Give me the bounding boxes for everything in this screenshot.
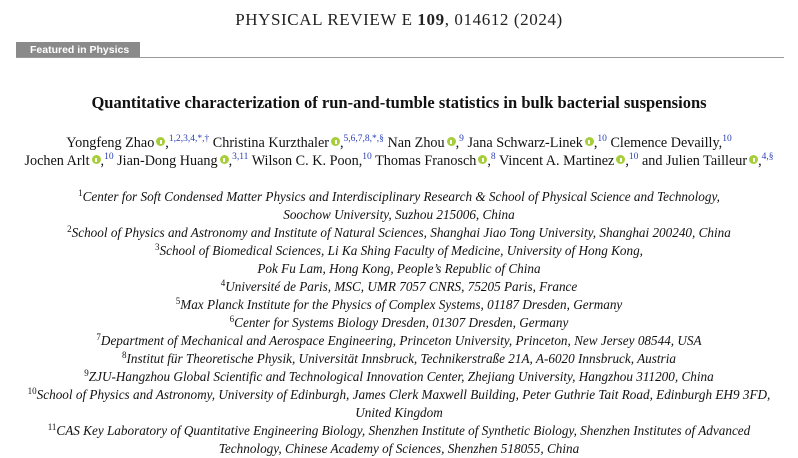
orcid-icon[interactable] (585, 137, 594, 146)
featured-in-physics-badge[interactable]: Featured in Physics (16, 42, 140, 58)
orcid-icon[interactable] (92, 155, 101, 164)
affiliation-text: Max Planck Institute for the Physics of Complex Systems, 01187 Dresden, Germany (180, 297, 623, 312)
affiliation-marker[interactable]: 10 (362, 152, 372, 162)
affiliation-text: School of Biomedical Sciences, Li Ka Shing Faculty of Medicine, University of Hong Kong, (159, 243, 643, 258)
affiliation-text: Center for Soft Condensed Matter Physics and Interdisciplinary Research & School of Physical Science and Technology, (82, 189, 720, 204)
journal-citation (0, 10, 798, 30)
affiliation-text: CAS Key Laboratory of Quantitative Engineering Biology, Shenzhen Institute of Synthetic Biology, Shenzhen Institutes of Advanced (56, 423, 751, 438)
author: Jochen Arlt ,$^{10}$ (24, 152, 114, 169)
orcid-icon[interactable] (156, 137, 165, 146)
author: Jian-Dong Huang ,$^{3,11}$ (117, 152, 249, 169)
journal-article-number: , 014612 (2024) (444, 10, 563, 29)
author-name[interactable]: Jian-Dong Huang (117, 153, 218, 169)
author: Christina Kurzthaler ,$^{5,6,7,8,*,\S}$ (212, 134, 384, 151)
affiliation-list (10, 188, 788, 458)
affiliation-entry (10, 368, 788, 386)
author-name[interactable]: Thomas Franosch (375, 153, 477, 169)
journal-volume: 109 (417, 10, 445, 29)
author-name[interactable]: Nan Zhou (387, 135, 445, 151)
affiliation-number: 9 (84, 368, 89, 378)
author: Jana Schwarz-Linek ,$^{10}$ (467, 134, 607, 151)
author: Nan Zhou ,$^9$ (387, 134, 464, 151)
affiliation-entry (10, 332, 788, 350)
affiliation-number: 2 (67, 224, 72, 234)
affiliation-marker[interactable]: 8 (490, 152, 496, 162)
author-name[interactable]: Julien Tailleur (665, 153, 748, 169)
author-list (20, 134, 778, 170)
affiliation-text: School of Physics and Astronomy and Institute of Natural Sciences, Shanghai Jiao Tong University, Shanghai 200240, China (71, 225, 731, 240)
affiliation-number: 6 (229, 314, 235, 324)
author: Wilson C. K. Poon,$^{10}$ (251, 152, 372, 169)
affiliation-marker[interactable]: 10 (597, 134, 607, 144)
orcid-icon[interactable] (331, 137, 340, 146)
orcid-icon[interactable] (749, 155, 758, 164)
author: Thomas Franosch ,$^8$ (375, 152, 496, 169)
author-name[interactable]: Wilson C. K. Poon (251, 153, 359, 169)
author-name[interactable]: Clemence Devailly (610, 135, 719, 151)
affiliation-entry (10, 278, 788, 296)
affiliation-entry (10, 188, 788, 224)
author: Clemence Devailly,$^{10}$ (610, 134, 732, 151)
author-name[interactable]: Yongfeng Zhao (66, 135, 155, 151)
affiliation-entry (10, 314, 788, 332)
affiliation-marker[interactable]: 5,6,7,8,*,§ (343, 134, 384, 144)
affiliation-text-continued: Soochow University, Suzhou 215006, China (283, 207, 515, 222)
affiliation-entry (10, 224, 788, 242)
author: Julien Tailleur ,$^{4,\S}$ (665, 152, 774, 169)
affiliation-number: 8 (122, 350, 127, 360)
affiliation-number: 10 (27, 386, 37, 396)
author-name[interactable]: Vincent A. Martinez (498, 153, 615, 169)
affiliation-entry (10, 350, 788, 368)
affiliation-number: 3 (155, 242, 160, 252)
paper-title: Quantitative characterization of run-and-tumble statistics in bulk bacterial suspensions (91, 93, 707, 112)
author-name[interactable]: Christina Kurzthaler (212, 135, 329, 151)
author-conjunction: and (641, 153, 666, 169)
affiliation-marker[interactable]: 10 (628, 152, 639, 162)
affiliation-entry (10, 422, 788, 458)
affiliation-text: Center for Systems Biology Dresden, 01307 Dresden, Germany (234, 315, 569, 330)
affiliation-marker[interactable]: 4,§ (761, 152, 774, 162)
affiliation-number: 1 (78, 188, 83, 198)
affiliation-text: Institut für Theoretische Physik, Universität Innsbruck, Technikerstraße 21A, A-6020 Innsbruck, Austria (126, 351, 676, 366)
affiliation-text: Université de Paris, MSC, UMR 7057 CNRS, 75205 Paris, France (225, 279, 578, 294)
author: Yongfeng Zhao ,$^{1,2,3,4,*,\dagger}$ (66, 134, 210, 151)
journal-name: PHYSICAL REVIEW E (235, 10, 413, 29)
featured-divider (16, 57, 784, 58)
author-name[interactable]: Jochen Arlt (24, 153, 90, 169)
affiliation-text: ZJU-Hangzhou Global Scientific and Technological Innovation Center, Zhejiang University, Hangzhou 311200, China (88, 369, 714, 384)
affiliation-text: School of Physics and Astronomy, University of Edinburgh, James Clerk Maxwell Building, Peter Guthrie Tait Road, Edinburgh EH9 3FD, (36, 387, 771, 402)
affiliation-entry (10, 386, 788, 422)
affiliation-marker[interactable]: 1,2,3,4,*,† (168, 134, 210, 144)
orcid-icon[interactable] (478, 155, 487, 164)
affiliation-number: 5 (175, 296, 181, 306)
orcid-icon[interactable] (447, 137, 456, 146)
affiliation-marker[interactable]: 9 (459, 134, 464, 144)
affiliation-text: Department of Mechanical and Aerospace Engineering, Princeton University, Princeton, New Jersey 08544, USA (100, 333, 702, 348)
affiliation-entry (10, 242, 788, 278)
author-name[interactable]: Jana Schwarz-Linek (467, 135, 583, 151)
affiliation-text-continued: United Kingdom (355, 405, 443, 420)
affiliation-number: 7 (96, 332, 101, 342)
affiliation-number: 11 (47, 422, 57, 432)
affiliation-text-continued: Pok Fu Lam, Hong Kong, People’s Republic of China (257, 261, 541, 276)
orcid-icon[interactable] (220, 155, 229, 164)
affiliation-marker[interactable]: 10 (104, 152, 114, 162)
affiliation-text-continued: Technology, Chinese Academy of Sciences, Shenzhen 518055, China (218, 441, 580, 456)
author: Vincent A. Martinez ,$^{10}$ (498, 152, 639, 169)
affiliation-entry (10, 296, 788, 314)
affiliation-marker[interactable]: 3,11 (232, 152, 249, 162)
affiliation-marker[interactable]: 10 (722, 134, 732, 144)
orcid-icon[interactable] (616, 155, 625, 164)
affiliation-number: 4 (220, 278, 226, 288)
